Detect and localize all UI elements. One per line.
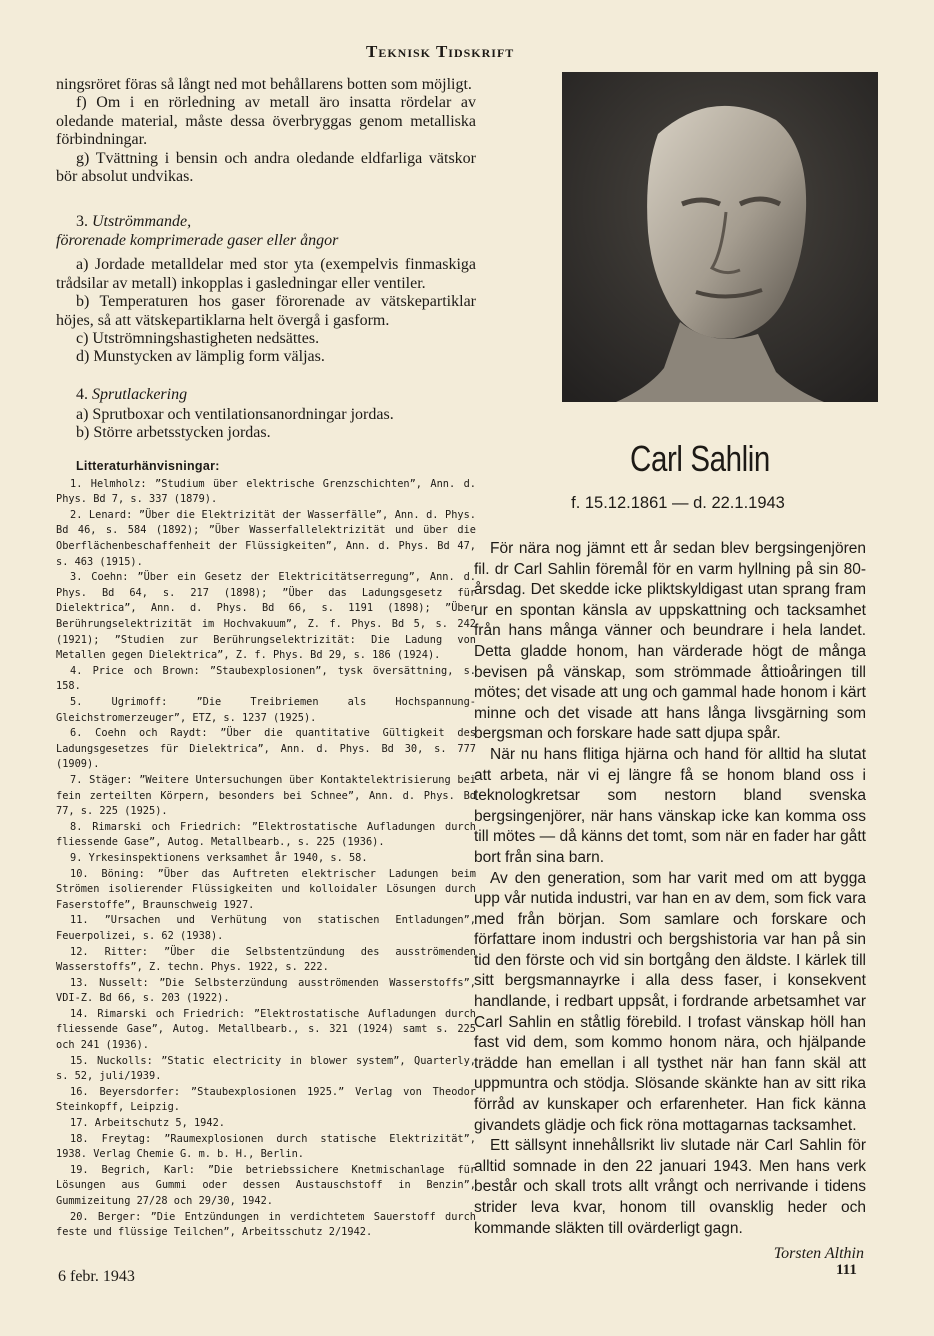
section-title: Sprutlackering	[92, 385, 188, 403]
section-4-items	[56, 406, 476, 443]
section-title: Utströmmande,	[92, 213, 192, 231]
running-head: Teknisk Tidskrift	[366, 42, 515, 61]
page-number: 111	[836, 1262, 857, 1278]
reference-item: 2. Lenard: ”Über die Elektrizität der Wasserfälle”, Ann. d. Phys. Bd 46, s. 584 (1892); ”Über Wasserfallelektrizität und über die Oberflächenbeschaffenheit der Flüssigkeiten”, Ann. d. Phys. Bd 47, s. 463 (1915).	[56, 508, 476, 568]
section-number: 3.	[76, 213, 88, 231]
issue-date: 6 febr. 1943	[58, 1268, 135, 1285]
reference-item: 15. Nuckolls: ”Static electricity in blower system”, Quarterly, s. 52, juli/1939.	[56, 1054, 476, 1083]
bust-sculpture-image	[562, 72, 878, 402]
reference-item: 11. ”Ursachen und Verhütung von statischen Entladungen”, Feuerpolizei, s. 62 (1938).	[56, 914, 476, 942]
reference-item: 20. Berger: ”Die Entzündungen in verdichtetem Sauerstoff durch feste und flüssige Teilchen”, Arbeitsschutz 2/1942.	[56, 1210, 476, 1239]
paragraph: g) Tvättning i bensin och andra oledande eldfarliga vätskor bör absolut undvikas.	[56, 149, 476, 186]
list-item: b) Större arbetsstycken jordas.	[76, 424, 271, 442]
section-3-items	[56, 256, 476, 366]
reference-list	[56, 477, 476, 1241]
reference-item: 16. Beyersdorfer: ”Staubexplosionen 1925.” Verlag von Theodor Steinkopff, Leipzig.	[56, 1085, 476, 1114]
reference-item: 9. Yrkesinspektionens verksamhet år 1940, s. 58.	[70, 851, 368, 864]
references-heading: Litteraturhänvisningar:	[76, 458, 220, 473]
author-signature: Torsten Althin	[773, 1245, 864, 1263]
reference-item: 19. Begrich, Karl: ”Die betriebssichere Knetmischanlage für Lösungen aus Gummi oder dessen Austauschstoff in Benzin”, Gummizeitung 27/28 och 29/30, 1942.	[56, 1163, 476, 1207]
paragraph: Ett sällsynt innehållsrikt liv slutade när Carl Sahlin för alltid somnade in den 22 januari 1943. Men hans verk består och skall trots allt vrångt och nerrivande i tidens strider leva kvar, honom till ovansklig heder och kommande släkten till ovärderligt gagn.	[474, 1137, 866, 1237]
paragraph: Av den generation, som har varit med om att bygga upp vår nutida industri, var han en av dem, som fick vara med från början. Som samlare och forskare och författare inom industri och bergshistoria var han på sin tid den förste och vid sin bortgång den äldste. I kärlek till sitt bergsmannayrke i alla dess faser, i konsekvent handlande, i redbart uppsåt, i fordrande arbetsamhet var Carl Sahlin en ståtlig förebild. I trofast vänskap höll han fast vid dem, som kommo honom nära, och hjälpande trädde han emellan i all tysthet när han fann skäl att uppmuntra och stödja. Slösande skänkte han av sitt rika förråd av kunskaper och erfarenheter. Han fick känna givandets glädje och fick röna mottagarnas tacksamhet.	[474, 869, 866, 1134]
reference-item: 13. Nusselt: ”Die Selbsterzündung ausströmenden Wasserstoffs”, VDI-Z. Bd 66, s. 203 (1922).	[56, 976, 476, 1005]
reference-item: 1. Helmholz: ”Studium über elektrische Grenzschichten”, Ann. d. Phys. Bd 7, s. 337 (1879).	[56, 477, 476, 506]
left-column	[56, 76, 476, 1241]
paragraph: För nära nog jämnt ett år sedan blev bergsingenjören fil. dr Carl Sahlin föremål för en varm hyllning på sin 80-årsdag. Det skedde icke pliktskyldigast utan sprang fram ur en spontan känsla av uppskattning och tacksamhet från hans många vänner och beundrare i hela landet. Detta gladde honom, han värderade högt de många bevisen på vänskap, som strömmade åttioåringen till mötes; det visade att ung och gammal hade honom i kärt minne och det visade att hans långa livsgärning som bergsman och forskare hade satt djupa spår.	[474, 540, 866, 743]
reference-item: 18. Freytag: ”Raumexplosionen durch statische Elektrizität”, 1938. Verlag Chemie G. m. b. H., Berlin.	[56, 1132, 476, 1161]
reference-item: 3. Coehn: ”Über ein Gesetz der Elektricitätserregung”, Ann. d. Phys. Bd 64, s. 217 (1898); ”Über das Ladungsgesetz für Dielektrica”, Ann. d. Phys. Bd 66, s. 1191 (1898); ”Über Berührungselektrizität im Hochvakuum”, Z. f. Phys. Bd 5, s. 242 (1921); ”Studien zur Berührungselektrizität: Die Ladung von Metallen gegen Dielektrica”, Z. f. Phys. Bd 29, s. 186 (1924).	[56, 571, 476, 662]
section-number: 4.	[76, 385, 88, 403]
list-item: b) Temperaturen hos gaser förorenade av vätskepartiklar höjes, så att vätskepartiklarna helt övergå i gasform.	[56, 293, 476, 329]
section-title-line2: förorenade komprimerade gaser eller ångor	[56, 232, 339, 250]
portrait-photo	[562, 72, 878, 402]
paragraph: ningsröret föras så långt ned mot behållarens botten som möjligt.	[56, 76, 472, 93]
reference-item: 8. Rimarski och Friedrich: ”Elektrostatische Aufladungen durch fliessende Gase”, Autog. Metallbearb., s. 225 (1936).	[56, 820, 476, 849]
paragraph: När nu hans flitiga hjärna och hand för alltid ha slutat att arbeta, när vi ej längre få se honom bland oss i teknologkretsar som nestorn bland svenska bergsingenjörer, när hans vänskap icke kan komma oss till mötes — då känns det tomt, som när en fader har gått bort från sina barn.	[474, 745, 866, 866]
reference-item: 4. Price och Brown: ”Staubexplosionen”, tysk översättning, s. 158.	[56, 664, 476, 693]
reference-item: 7. Stäger: ”Weitere Untersuchungen über Kontaktelektrisierung bei fein zerteilten Körpern, besonders bei Schnee”, Ann. d. Phys. Bd 77, s. 225 (1925).	[56, 773, 476, 818]
list-item: d) Munstycken av lämplig form väljas.	[76, 348, 325, 366]
section-4-heading	[56, 385, 476, 404]
intro-text	[56, 76, 476, 186]
reference-item: 5. Ugrimoff: ”Die Treibriemen als Hochspannung-Gleichstromerzeuger”, ETZ, s. 1237 (1925).	[56, 696, 476, 724]
list-item: a) Jordade metalldelar med stor yta (exempelvis finmaskiga trådsilar av metall) inkopplas i gasledningar eller ventiler.	[56, 256, 476, 292]
list-item: c) Utströmningshastigheten nedsättes.	[76, 330, 320, 348]
obituary-body	[474, 539, 866, 1239]
reference-item: 10. Böning: ”Über das Auftreten elektrischer Ladungen beim Strömen isolierender Flüssigkeiten und kolloidaler Lösungen durch Faserstoffe”, Braunschweig 1927.	[56, 867, 476, 911]
reference-item: 6. Coehn och Raydt: ”Über die quantitative Gültigkeit des Ladungsgesetzes für Dielektrica”, Ann. d. Phys. Bd 30, s. 777 (1909).	[56, 727, 476, 771]
list-item: a) Sprutboxar och ventilationsanordningar jordas.	[76, 405, 394, 423]
reference-item: 17. Arbeitschutz 5, 1942.	[70, 1117, 225, 1130]
paragraph: f) Om i en rörledning av metall äro insatta rördelar av oledande material, måste dessa överbryggas genom metalliska förbindningar.	[56, 94, 476, 149]
reference-item: 14. Rimarski och Friedrich: ”Elektrostatische Aufladungen durch fliessende Gase”, Autog. Metallbearb., s. 321 (1924) samt s. 225 och 241 (1936).	[56, 1007, 476, 1052]
reference-item: 12. Ritter: ”Über die Selbstentzündung des ausströmenden Wasserstoffs”, Z. techn. Phys. 1922, s. 222.	[56, 945, 476, 974]
section-3-heading	[56, 212, 476, 250]
obituary-dates: f. 15.12.1861 — d. 22.1.1943	[571, 494, 785, 512]
obituary-title: Carl Sahlin	[630, 438, 770, 479]
right-column	[474, 72, 866, 1263]
